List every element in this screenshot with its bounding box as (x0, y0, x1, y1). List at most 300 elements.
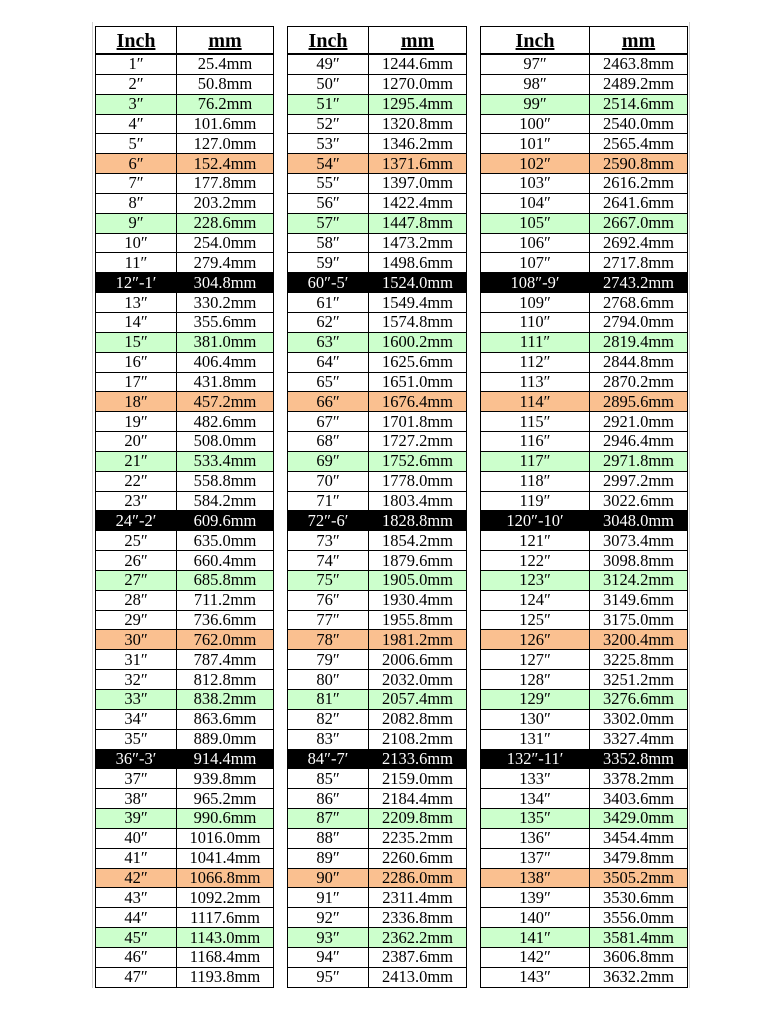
table-row (96, 432, 274, 452)
inch-cell: 13″ (96, 293, 177, 313)
inch-cell: 1″ (96, 54, 177, 74)
table-row (288, 967, 467, 987)
inch-cell: 20″ (96, 432, 177, 452)
inch-cell: 29″ (96, 610, 177, 630)
inch-cell: 114″ (481, 392, 590, 412)
mm-cell: 1854.2mm (369, 531, 467, 551)
table-row (288, 253, 467, 273)
inch-cell: 17″ (96, 372, 177, 392)
inch-cell: 56″ (288, 193, 369, 213)
mm-cell: 1270.0mm (369, 74, 467, 94)
inch-cell: 6″ (96, 154, 177, 174)
mm-cell: 2336.8mm (369, 908, 467, 928)
table-row (481, 332, 688, 352)
inch-cell: 136″ (481, 828, 590, 848)
inch-cell: 143″ (481, 967, 590, 987)
table-row (96, 253, 274, 273)
table-row (288, 570, 467, 590)
table-row (288, 312, 467, 332)
table-row (481, 392, 688, 412)
table-row (481, 491, 688, 511)
table-row (288, 54, 467, 74)
table-row (481, 928, 688, 948)
inch-cell: 46″ (96, 947, 177, 967)
mm-cell: 685.8mm (177, 570, 274, 590)
mm-cell: 2057.4mm (369, 690, 467, 710)
table-row (288, 412, 467, 432)
header-row (288, 27, 467, 55)
table-row (481, 967, 688, 987)
inch-cell: 125″ (481, 610, 590, 630)
inch-cell: 33″ (96, 690, 177, 710)
table-row (96, 233, 274, 253)
mm-cell: 1371.6mm (369, 154, 467, 174)
table-row (288, 293, 467, 313)
table-row (481, 551, 688, 571)
table-row (481, 789, 688, 809)
mm-cell: 1676.4mm (369, 392, 467, 412)
table-row (288, 749, 467, 769)
table-row (481, 154, 688, 174)
table-row (481, 828, 688, 848)
table-row (481, 690, 688, 710)
conversion-table (95, 26, 274, 988)
mm-cell: 3581.4mm (590, 928, 688, 948)
inch-cell: 60″-5′ (288, 273, 369, 293)
inch-cell: 39″ (96, 809, 177, 829)
table-row (96, 947, 274, 967)
mm-cell: 914.4mm (177, 749, 274, 769)
inch-cell: 108″-9′ (481, 273, 590, 293)
mm-cell: 1066.8mm (177, 868, 274, 888)
mm-cell: 2743.2mm (590, 273, 688, 293)
mm-cell: 3225.8mm (590, 650, 688, 670)
inch-cell: 45″ (96, 928, 177, 948)
table-row (96, 392, 274, 412)
mm-cell: 2006.6mm (369, 650, 467, 670)
table-row (96, 114, 274, 134)
table-row (96, 94, 274, 114)
inch-cell: 19″ (96, 412, 177, 432)
table-row (96, 451, 274, 471)
inch-cell: 97″ (481, 54, 590, 74)
mm-cell: 1955.8mm (369, 610, 467, 630)
inch-cell: 47″ (96, 967, 177, 987)
inch-cell: 32″ (96, 670, 177, 690)
table-row (96, 134, 274, 154)
inch-cell: 38″ (96, 789, 177, 809)
inch-cell: 130″ (481, 709, 590, 729)
table-row (481, 312, 688, 332)
inch-cell: 70″ (288, 471, 369, 491)
table-row (481, 293, 688, 313)
inch-cell: 112″ (481, 352, 590, 372)
inch-cell: 127″ (481, 650, 590, 670)
table-row (288, 94, 467, 114)
mm-cell: 2209.8mm (369, 809, 467, 829)
mm-cell: 1549.4mm (369, 293, 467, 313)
mm-cell: 1651.0mm (369, 372, 467, 392)
table-row (288, 134, 467, 154)
table-row (481, 432, 688, 452)
inch-cell: 81″ (288, 690, 369, 710)
inch-cell: 53″ (288, 134, 369, 154)
table-row (481, 809, 688, 829)
inch-cell: 21″ (96, 451, 177, 471)
mm-cell: 939.8mm (177, 769, 274, 789)
mm-cell: 2794.0mm (590, 312, 688, 332)
inch-cell: 77″ (288, 610, 369, 630)
table-row (288, 174, 467, 194)
table-row (481, 610, 688, 630)
mm-cell: 3073.4mm (590, 531, 688, 551)
mm-cell: 2997.2mm (590, 471, 688, 491)
mm-cell: 2641.6mm (590, 193, 688, 213)
table-row (481, 471, 688, 491)
inch-cell: 49″ (288, 54, 369, 74)
mm-cell: 2514.6mm (590, 94, 688, 114)
mm-cell: 2387.6mm (369, 947, 467, 967)
table-row (288, 273, 467, 293)
inch-cell: 119″ (481, 491, 590, 511)
mm-cell: 2768.6mm (590, 293, 688, 313)
table-row (481, 174, 688, 194)
mm-cell: 787.4mm (177, 650, 274, 670)
table-row (288, 630, 467, 650)
inch-cell: 103″ (481, 174, 590, 194)
table-row (96, 570, 274, 590)
table-row (96, 769, 274, 789)
mm-cell: 3022.6mm (590, 491, 688, 511)
mm-cell: 3429.0mm (590, 809, 688, 829)
inch-cell: 93″ (288, 928, 369, 948)
mm-cell: 203.2mm (177, 193, 274, 213)
table-row (288, 908, 467, 928)
inch-cell: 74″ (288, 551, 369, 571)
inch-cell: 22″ (96, 471, 177, 491)
inch-cell: 44″ (96, 908, 177, 928)
mm-cell: 2616.2mm (590, 174, 688, 194)
table-body (481, 54, 688, 987)
mm-cell: 558.8mm (177, 471, 274, 491)
table-row (96, 174, 274, 194)
inch-cell: 3″ (96, 94, 177, 114)
inch-cell: 5″ (96, 134, 177, 154)
inch-cell: 102″ (481, 154, 590, 174)
mm-cell: 1524.0mm (369, 273, 467, 293)
mm-cell: 1244.6mm (369, 54, 467, 74)
inch-cell: 2″ (96, 74, 177, 94)
inch-cell: 69″ (288, 451, 369, 471)
mm-cell: 3606.8mm (590, 947, 688, 967)
mm-cell: 2946.4mm (590, 432, 688, 452)
table-row (481, 630, 688, 650)
mm-cell: 2565.4mm (590, 134, 688, 154)
mm-cell: 2819.4mm (590, 332, 688, 352)
inch-cell: 107″ (481, 253, 590, 273)
inch-cell: 35″ (96, 729, 177, 749)
inch-cell: 16″ (96, 352, 177, 372)
mm-cell: 228.6mm (177, 213, 274, 233)
inch-cell: 126″ (481, 630, 590, 650)
table-row (288, 213, 467, 233)
mm-cell: 762.0mm (177, 630, 274, 650)
table-row (96, 154, 274, 174)
inch-cell: 8″ (96, 193, 177, 213)
inch-cell: 68″ (288, 432, 369, 452)
mm-cell: 25.4mm (177, 54, 274, 74)
inch-cell: 14″ (96, 312, 177, 332)
table-row (288, 332, 467, 352)
inch-cell: 123″ (481, 570, 590, 590)
table-row (96, 332, 274, 352)
table-row (96, 74, 274, 94)
mm-cell: 2463.8mm (590, 54, 688, 74)
mm-cell: 889.0mm (177, 729, 274, 749)
inch-cell: 24″-2′ (96, 511, 177, 531)
table-row (96, 471, 274, 491)
inch-cell: 37″ (96, 769, 177, 789)
table-row (96, 630, 274, 650)
table-row (288, 828, 467, 848)
table-row (288, 372, 467, 392)
inch-cell: 121″ (481, 531, 590, 551)
mm-cell: 3327.4mm (590, 729, 688, 749)
inch-cell: 118″ (481, 471, 590, 491)
inch-cell: 34″ (96, 709, 177, 729)
table-row (96, 511, 274, 531)
inch-cell: 54″ (288, 154, 369, 174)
mm-cell: 1016.0mm (177, 828, 274, 848)
table-row (288, 154, 467, 174)
inch-cell: 41″ (96, 848, 177, 868)
table-row (96, 531, 274, 551)
mm-cell: 635.0mm (177, 531, 274, 551)
inch-cell: 99″ (481, 94, 590, 114)
mm-cell: 2921.0mm (590, 412, 688, 432)
mm-cell: 3124.2mm (590, 570, 688, 590)
mm-cell: 2108.2mm (369, 729, 467, 749)
mm-cell: 1752.6mm (369, 451, 467, 471)
mm-cell: 3454.4mm (590, 828, 688, 848)
table-row (288, 729, 467, 749)
table-row (481, 947, 688, 967)
inch-cell: 106″ (481, 233, 590, 253)
inch-cell: 89″ (288, 848, 369, 868)
table-row (288, 392, 467, 412)
inch-cell: 80″ (288, 670, 369, 690)
table-row (288, 74, 467, 94)
inch-cell: 57″ (288, 213, 369, 233)
inch-cell: 12″-1′ (96, 273, 177, 293)
mm-cell: 2184.4mm (369, 789, 467, 809)
inch-header: Inch (288, 27, 369, 55)
inch-cell: 104″ (481, 193, 590, 213)
table-row (288, 590, 467, 610)
inch-cell: 132″-11′ (481, 749, 590, 769)
inch-cell: 117″ (481, 451, 590, 471)
mm-cell: 2286.0mm (369, 868, 467, 888)
inch-cell: 95″ (288, 967, 369, 987)
inch-cell: 124″ (481, 590, 590, 610)
inch-cell: 101″ (481, 134, 590, 154)
mm-cell: 812.8mm (177, 670, 274, 690)
inch-cell: 55″ (288, 174, 369, 194)
mm-cell: 177.8mm (177, 174, 274, 194)
inch-cell: 85″ (288, 769, 369, 789)
inch-cell: 129″ (481, 690, 590, 710)
inch-cell: 140″ (481, 908, 590, 928)
inch-cell: 10″ (96, 233, 177, 253)
table-row (481, 769, 688, 789)
mm-cell: 3098.8mm (590, 551, 688, 571)
mm-cell: 1193.8mm (177, 967, 274, 987)
inch-cell: 30″ (96, 630, 177, 650)
inch-cell: 88″ (288, 828, 369, 848)
mm-cell: 1803.4mm (369, 491, 467, 511)
table-row (96, 670, 274, 690)
mm-cell: 2260.6mm (369, 848, 467, 868)
inch-cell: 111″ (481, 332, 590, 352)
inch-cell: 62″ (288, 312, 369, 332)
mm-cell: 2082.8mm (369, 709, 467, 729)
inch-cell: 86″ (288, 789, 369, 809)
inch-header: Inch (481, 27, 590, 55)
table-row (96, 54, 274, 74)
mm-cell: 3632.2mm (590, 967, 688, 987)
table-row (481, 54, 688, 74)
mm-cell: 2235.2mm (369, 828, 467, 848)
table-row (288, 451, 467, 471)
table-row (481, 253, 688, 273)
mm-cell: 3175.0mm (590, 610, 688, 630)
mm-cell: 431.8mm (177, 372, 274, 392)
mm-cell: 1447.8mm (369, 213, 467, 233)
inch-cell: 141″ (481, 928, 590, 948)
inch-cell: 110″ (481, 312, 590, 332)
table-row (96, 213, 274, 233)
mm-cell: 3479.8mm (590, 848, 688, 868)
mm-header: mm (369, 27, 467, 55)
inch-cell: 94″ (288, 947, 369, 967)
conversion-table (287, 26, 467, 988)
table-row (288, 928, 467, 948)
table-row (96, 372, 274, 392)
table-row (481, 868, 688, 888)
inch-cell: 59″ (288, 253, 369, 273)
mm-cell: 1828.8mm (369, 511, 467, 531)
mm-header: mm (590, 27, 688, 55)
mm-cell: 2692.4mm (590, 233, 688, 253)
mm-cell: 2870.2mm (590, 372, 688, 392)
mm-header: mm (177, 27, 274, 55)
inch-cell: 36″-3′ (96, 749, 177, 769)
mm-cell: 533.4mm (177, 451, 274, 471)
table-row (96, 928, 274, 948)
mm-cell: 101.6mm (177, 114, 274, 134)
table-row (96, 690, 274, 710)
mm-cell: 1346.2mm (369, 134, 467, 154)
inch-cell: 98″ (481, 74, 590, 94)
inch-cell: 116″ (481, 432, 590, 452)
mm-cell: 279.4mm (177, 253, 274, 273)
mm-cell: 3352.8mm (590, 749, 688, 769)
table-row (481, 134, 688, 154)
mm-cell: 3378.2mm (590, 769, 688, 789)
mm-cell: 1473.2mm (369, 233, 467, 253)
mm-cell: 3276.6mm (590, 690, 688, 710)
table-body (96, 54, 274, 987)
table-row (96, 967, 274, 987)
mm-cell: 1143.0mm (177, 928, 274, 948)
mm-cell: 1981.2mm (369, 630, 467, 650)
inch-cell: 72″-6′ (288, 511, 369, 531)
table-row (481, 412, 688, 432)
inch-cell: 135″ (481, 809, 590, 829)
mm-cell: 355.6mm (177, 312, 274, 332)
inch-cell: 134″ (481, 789, 590, 809)
table-row (288, 531, 467, 551)
mm-cell: 2362.2mm (369, 928, 467, 948)
inch-cell: 137″ (481, 848, 590, 868)
inch-cell: 71″ (288, 491, 369, 511)
mm-cell: 127.0mm (177, 134, 274, 154)
conversion-table (480, 26, 688, 988)
inch-cell: 113″ (481, 372, 590, 392)
mm-cell: 3251.2mm (590, 670, 688, 690)
header-row (481, 27, 688, 55)
table-row (288, 471, 467, 491)
inch-cell: 52″ (288, 114, 369, 134)
table-row (96, 888, 274, 908)
mm-cell: 2311.4mm (369, 888, 467, 908)
inch-cell: 82″ (288, 709, 369, 729)
mm-cell: 2971.8mm (590, 451, 688, 471)
inch-cell: 120″-10′ (481, 511, 590, 531)
mm-cell: 838.2mm (177, 690, 274, 710)
mm-cell: 1625.6mm (369, 352, 467, 372)
table-row (481, 114, 688, 134)
table-body (288, 54, 467, 987)
table-row (481, 233, 688, 253)
inch-cell: 131″ (481, 729, 590, 749)
mm-cell: 1879.6mm (369, 551, 467, 571)
table-row (96, 749, 274, 769)
table-row (288, 193, 467, 213)
inch-cell: 23″ (96, 491, 177, 511)
inch-cell: 100″ (481, 114, 590, 134)
table-row (481, 848, 688, 868)
mm-cell: 76.2mm (177, 94, 274, 114)
table-row (288, 610, 467, 630)
inch-cell: 76″ (288, 590, 369, 610)
inch-cell: 138″ (481, 868, 590, 888)
table-row (96, 709, 274, 729)
mm-cell: 2590.8mm (590, 154, 688, 174)
mm-cell: 152.4mm (177, 154, 274, 174)
table-row (288, 432, 467, 452)
mm-cell: 1320.8mm (369, 114, 467, 134)
table-row (96, 650, 274, 670)
table-row (288, 551, 467, 571)
mm-cell: 1727.2mm (369, 432, 467, 452)
mm-cell: 3048.0mm (590, 511, 688, 531)
inch-cell: 42″ (96, 868, 177, 888)
mm-cell: 1397.0mm (369, 174, 467, 194)
mm-cell: 2844.8mm (590, 352, 688, 372)
table-row (96, 312, 274, 332)
inch-cell: 133″ (481, 769, 590, 789)
